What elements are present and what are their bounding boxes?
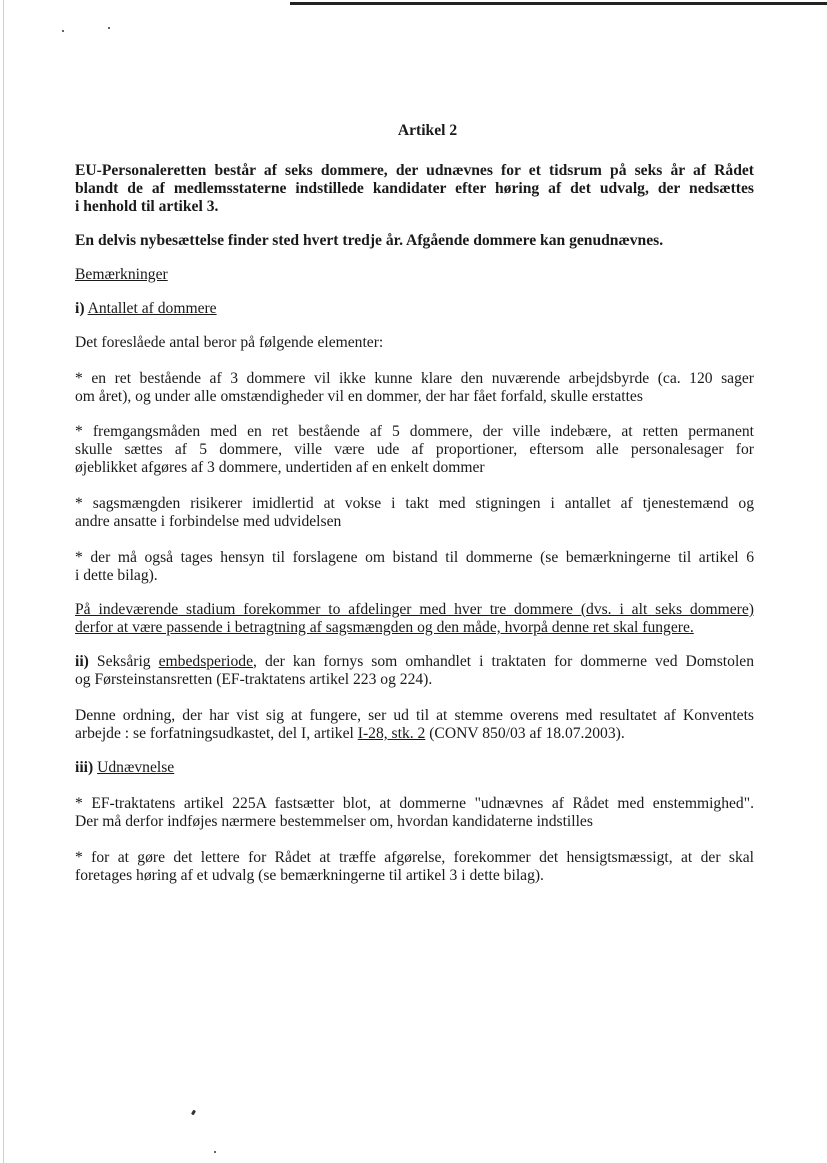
intro-line: EU-Personaleretten består af seks dommere, der udnævnes for et tidsrum på seks år af Rådet [75, 162, 754, 179]
conclusion-line: derfor at være passende i betragtning af sagsmængden og den måde, hvorpå denne ret skal fungere. [75, 619, 694, 636]
section-i-heading [75, 300, 754, 318]
section-number: iii) [75, 759, 94, 776]
intro-line: blandt de af medlemsstaterne indstillede kandidater efter høring af det udvalg, der nedsættes [75, 180, 754, 197]
section-number: i) [75, 300, 85, 317]
scan-speck [62, 30, 64, 32]
scan-speck [191, 1110, 196, 1116]
scan-speck [108, 27, 110, 29]
section-ii-paragraph [75, 653, 754, 671]
conclusion-line: På indeværende stadium forekommer to afdelinger med hver tre dommere (dvs. i alt seks dommere) [75, 601, 754, 618]
section-title: Udnævnelse [97, 759, 175, 776]
bullet-line: * en ret bestående af 3 dommere vil ikke kunne klare den nuværende arbejdsbyrde (ca. 120 sager [75, 370, 754, 387]
bullet-line: * der må også tages hensyn til forslagene om bistand til dommerne (se bemærkningerne til artikel 6 [75, 549, 754, 566]
bullet-line: i dette bilag). [75, 567, 158, 584]
remarks-heading: Bemærkninger [75, 266, 168, 283]
section-ii-text: Seksårig [96, 653, 159, 670]
term-link: embedsperiode [158, 653, 254, 670]
section-ii-text: , der kan fornys som omhandlet i traktaten for dommerne ved Domstolen [253, 653, 754, 670]
section-number: ii) [75, 653, 89, 670]
bullet-line: foretages høring af et udvalg (se bemærkningerne til artikel 3 i dette bilag). [75, 867, 544, 884]
bullet-line: * for at gøre det lettere for Rådet at træffe afgørelse, forekommer det hensigtsmæssigt, at der skal [75, 849, 754, 866]
section-title: Antallet af dommere [87, 300, 217, 317]
ordning-text: arbejde : se forfatningsudkastet, del I, artikel [75, 725, 358, 742]
ordning-text: (CONV 850/03 af 18.07.2003). [425, 725, 625, 742]
renewal-paragraph: En delvis nybesættelse finder sted hvert tredje år. Afgående dommere kan genudnævnes. [75, 232, 664, 249]
bullet-line: andre ansatte i forbindelse med udvidelsen [75, 513, 342, 530]
elements-intro: Det foreslåede antal beror på følgende elementer: [75, 334, 384, 351]
document-body [75, 122, 754, 885]
bullet-line: * sagsmængden risikerer imidlertid at vokse i takt med stigningen i antallet af tjenestemænd og [75, 495, 754, 512]
bullet-line: om året), og under alle omstændigheder vil en dommer, der har fået forfald, skulle erstattes [75, 388, 643, 405]
bullet-line: * EF-traktatens artikel 225A fastsætter blot, at dommerne "udnævnes af Rådet med enstemmighed". [75, 795, 754, 812]
section-ii-line: og Førsteinstansretten (EF-traktatens artikel 223 og 224). [75, 671, 433, 688]
bullet-line: øjeblikket afgøres af 3 dommere, undertiden af en enkelt dommer [75, 459, 485, 476]
scan-top-border [290, 2, 827, 5]
ordning-line: Denne ordning, der har vist sig at fungere, ser ud til at stemme overens med resultatet af Konventets [75, 707, 754, 724]
bullet-line: skulle sættes af 5 dommere, ville være ude af proportioner, eftersom alle personalesager for [75, 441, 754, 458]
article-title: Artikel 2 [397, 122, 458, 139]
scan-left-edge [3, 0, 4, 1163]
bullet-line: Der må derfor indføjes nærmere bestemmelser om, hvordan kandidaterne indstilles [75, 813, 593, 830]
bullet-line: * fremgangsmåden med en ret bestående af 5 dommere, der ville indebære, at retten permanent [75, 423, 754, 440]
scan-speck [214, 1151, 216, 1153]
intro-line: i henhold til artikel 3. [75, 198, 219, 215]
article-reference: I-28, stk. 2 [357, 725, 426, 742]
ordning-line [75, 725, 754, 743]
section-iii-heading [75, 759, 754, 777]
